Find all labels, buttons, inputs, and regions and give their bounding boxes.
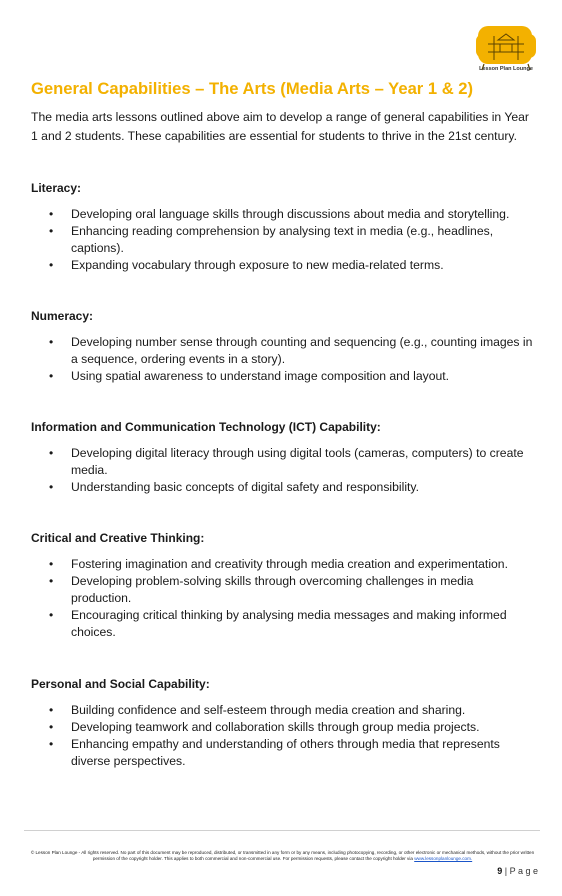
logo-label: Lesson Plan Lounge	[479, 66, 533, 72]
bullet-icon: •	[49, 608, 54, 622]
list-item: • Developing oral language skills through discussions about media and storytelling.	[49, 207, 510, 221]
bullet-icon: •	[49, 703, 54, 717]
list-item: • Understanding basic concepts of digital safety and responsibility.	[49, 480, 419, 494]
section-heading: Personal and Social Capability:	[31, 677, 210, 691]
section-personal-social-capability	[31, 677, 536, 770]
list-item: • Developing number sense through counting and sequencing (e.g., counting images in a sequence, ordering events in a story).	[49, 335, 533, 366]
page-title: General Capabilities – The Arts (Media Arts – Year 1 & 2)	[31, 79, 474, 98]
footer-divider	[24, 830, 540, 831]
section-heading: Information and Communication Technology (ICT) Capability:	[31, 420, 381, 434]
section-literacy	[31, 181, 536, 274]
page-number: 9 | P a g e	[497, 866, 538, 876]
website-link[interactable]: www.lessonplanlounge.com.	[414, 856, 473, 861]
bullet-list	[31, 556, 536, 641]
copyright-text: © Lesson Plan Lounge - All rights reserved. No part of this document may be reproduced, distributed, or transmitted in any form or by any means, including photocopying, recording, or other electronic or mechanical methods, without the prior written permission of the copyright holder. This applies to both commercial and non-commercial use. For permission requests, please contact the copyright holder via	[30, 850, 535, 861]
bullet-icon: •	[49, 720, 54, 734]
bullet-list	[31, 206, 536, 274]
bullet-icon: •	[49, 480, 54, 494]
bullet-list	[31, 445, 536, 496]
section-heading: Numeracy:	[31, 309, 94, 323]
bullet-icon: •	[49, 557, 54, 571]
bullet-list	[31, 702, 536, 770]
bullet-icon: •	[49, 258, 54, 272]
page-label: P a g e	[509, 866, 538, 876]
list-item: • Encouraging critical thinking by analysing media messages and making informed choices.	[49, 608, 507, 639]
list-item: • Enhancing reading comprehension by analysing text in media (e.g., headlines, captions).	[49, 224, 494, 255]
bullet-icon: •	[49, 369, 54, 383]
bullet-icon: •	[49, 224, 54, 238]
bullet-icon: •	[49, 207, 54, 221]
section-ict-capability	[31, 420, 536, 496]
list-item: • Fostering imagination and creativity through media creation and experimentation.	[49, 557, 508, 571]
list-item: • Developing digital literacy through using digital tools (cameras, computers) to create media.	[49, 446, 524, 477]
section-numeracy	[31, 309, 536, 385]
list-item: • Building confidence and self-esteem through media creation and sharing.	[49, 703, 466, 717]
list-item: • Enhancing empathy and understanding of others through media that represents diverse perspectives.	[49, 737, 500, 768]
list-item: • Developing teamwork and collaboration skills through group media projects.	[49, 720, 480, 734]
section-critical-creative-thinking	[31, 531, 536, 641]
list-item: • Developing problem-solving skills through overcoming challenges in media production.	[49, 574, 474, 605]
bullet-icon: •	[49, 446, 54, 460]
list-item: • Using spatial awareness to understand image composition and layout.	[49, 369, 450, 383]
page-number-value: 9	[497, 866, 503, 876]
bullet-icon: •	[49, 574, 54, 588]
bullet-icon: •	[49, 737, 54, 751]
section-heading: Critical and Creative Thinking:	[31, 531, 205, 545]
bullet-list	[31, 334, 536, 385]
section-heading: Literacy:	[31, 181, 82, 195]
bullet-icon: •	[49, 335, 54, 349]
list-item: • Expanding vocabulary through exposure to new media-related terms.	[49, 258, 444, 272]
copyright-notice	[30, 850, 535, 862]
intro-paragraph: The media arts lessons outlined above aim to develop a range of general capabilities in Year 1 and 2 students. These capabilities are essential for students to thrive in the 21st century.	[31, 110, 529, 143]
